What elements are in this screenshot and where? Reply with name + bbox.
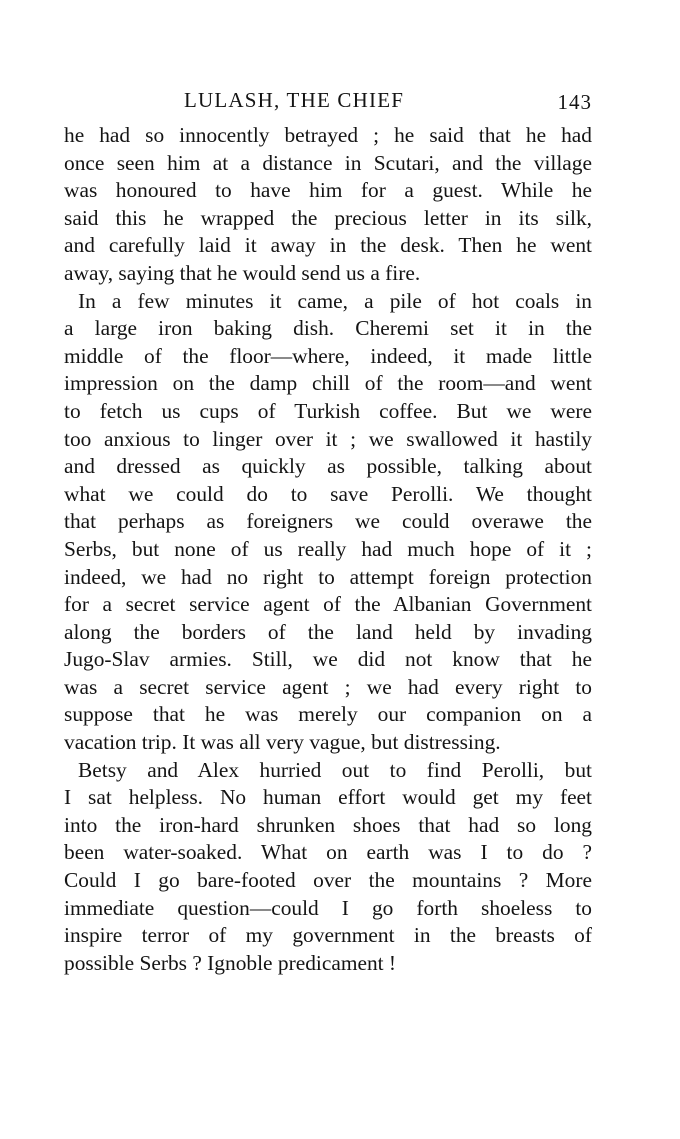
text-line: to fetch us cups of Turkish coffee. But we were bbox=[64, 398, 592, 423]
text-line: indeed, we had no right to attempt foreign protection bbox=[64, 564, 592, 589]
text-line: a large iron baking dish. Cheremi set it in the bbox=[64, 316, 592, 341]
running-title: LULASH, THE CHIEF bbox=[184, 88, 405, 112]
paragraph-1 bbox=[64, 122, 592, 288]
text-line: vacation trip. It was all very vague, but distressing. bbox=[64, 730, 501, 755]
text-line: what we could do to save Perolli. We thought bbox=[64, 481, 592, 506]
text-line: too anxious to linger over it ; we swallowed it hastily bbox=[64, 426, 592, 451]
text-line: middle of the floor—where, indeed, it made little bbox=[64, 343, 592, 368]
text-line: Jugo-Slav armies. Still, we did not know that he bbox=[64, 647, 592, 672]
page-number: 143 bbox=[557, 90, 592, 114]
text-line: once seen him at a distance in Scutari, and the village bbox=[64, 150, 592, 175]
text-line: In a few minutes it came, a pile of hot coals in bbox=[78, 288, 592, 313]
text-line: Serbs, but none of us really had much hope of it ; bbox=[64, 536, 592, 561]
body-text bbox=[64, 122, 592, 977]
text-line: and dressed as quickly as possible, talking about bbox=[64, 454, 592, 479]
text-line: I sat helpless. No human effort would get my feet bbox=[64, 785, 592, 810]
text-line: and carefully laid it away in the desk. Then he went bbox=[64, 233, 592, 258]
paragraph-3 bbox=[64, 757, 592, 978]
text-line: been water-soaked. What on earth was I to do ? bbox=[64, 840, 592, 865]
text-line: along the borders of the land held by invading bbox=[64, 619, 592, 644]
text-line: into the iron-hard shrunken shoes that had so long bbox=[64, 812, 592, 837]
text-line: suppose that he was merely our companion on a bbox=[64, 702, 592, 727]
text-line: away, saying that he would send us a fire. bbox=[64, 260, 421, 285]
text-line: was a secret service agent ; we had every right to bbox=[64, 674, 592, 699]
text-line: Could I go bare-footed over the mountains ? More bbox=[64, 868, 592, 893]
text-line: was honoured to have him for a guest. While he bbox=[64, 178, 592, 203]
text-line: he had so innocently betrayed ; he said that he had bbox=[64, 123, 592, 147]
text-line: Betsy and Alex hurried out to find Perolli, but bbox=[78, 757, 592, 782]
text-line: impression on the damp chill of the room—and went bbox=[64, 371, 592, 396]
text-line: said this he wrapped the precious letter in its silk, bbox=[64, 205, 592, 230]
text-line: that perhaps as foreigners we could overawe the bbox=[64, 509, 592, 534]
paragraph-2 bbox=[64, 288, 592, 757]
text-line: inspire terror of my government in the breasts of bbox=[64, 923, 592, 948]
text-line: immediate question—could I go forth shoeless to bbox=[64, 895, 592, 920]
text-line: possible Serbs ? Ignoble predicament ! bbox=[64, 950, 397, 975]
text-line: for a secret service agent of the Albanian Government bbox=[64, 592, 592, 617]
running-head bbox=[64, 88, 592, 118]
